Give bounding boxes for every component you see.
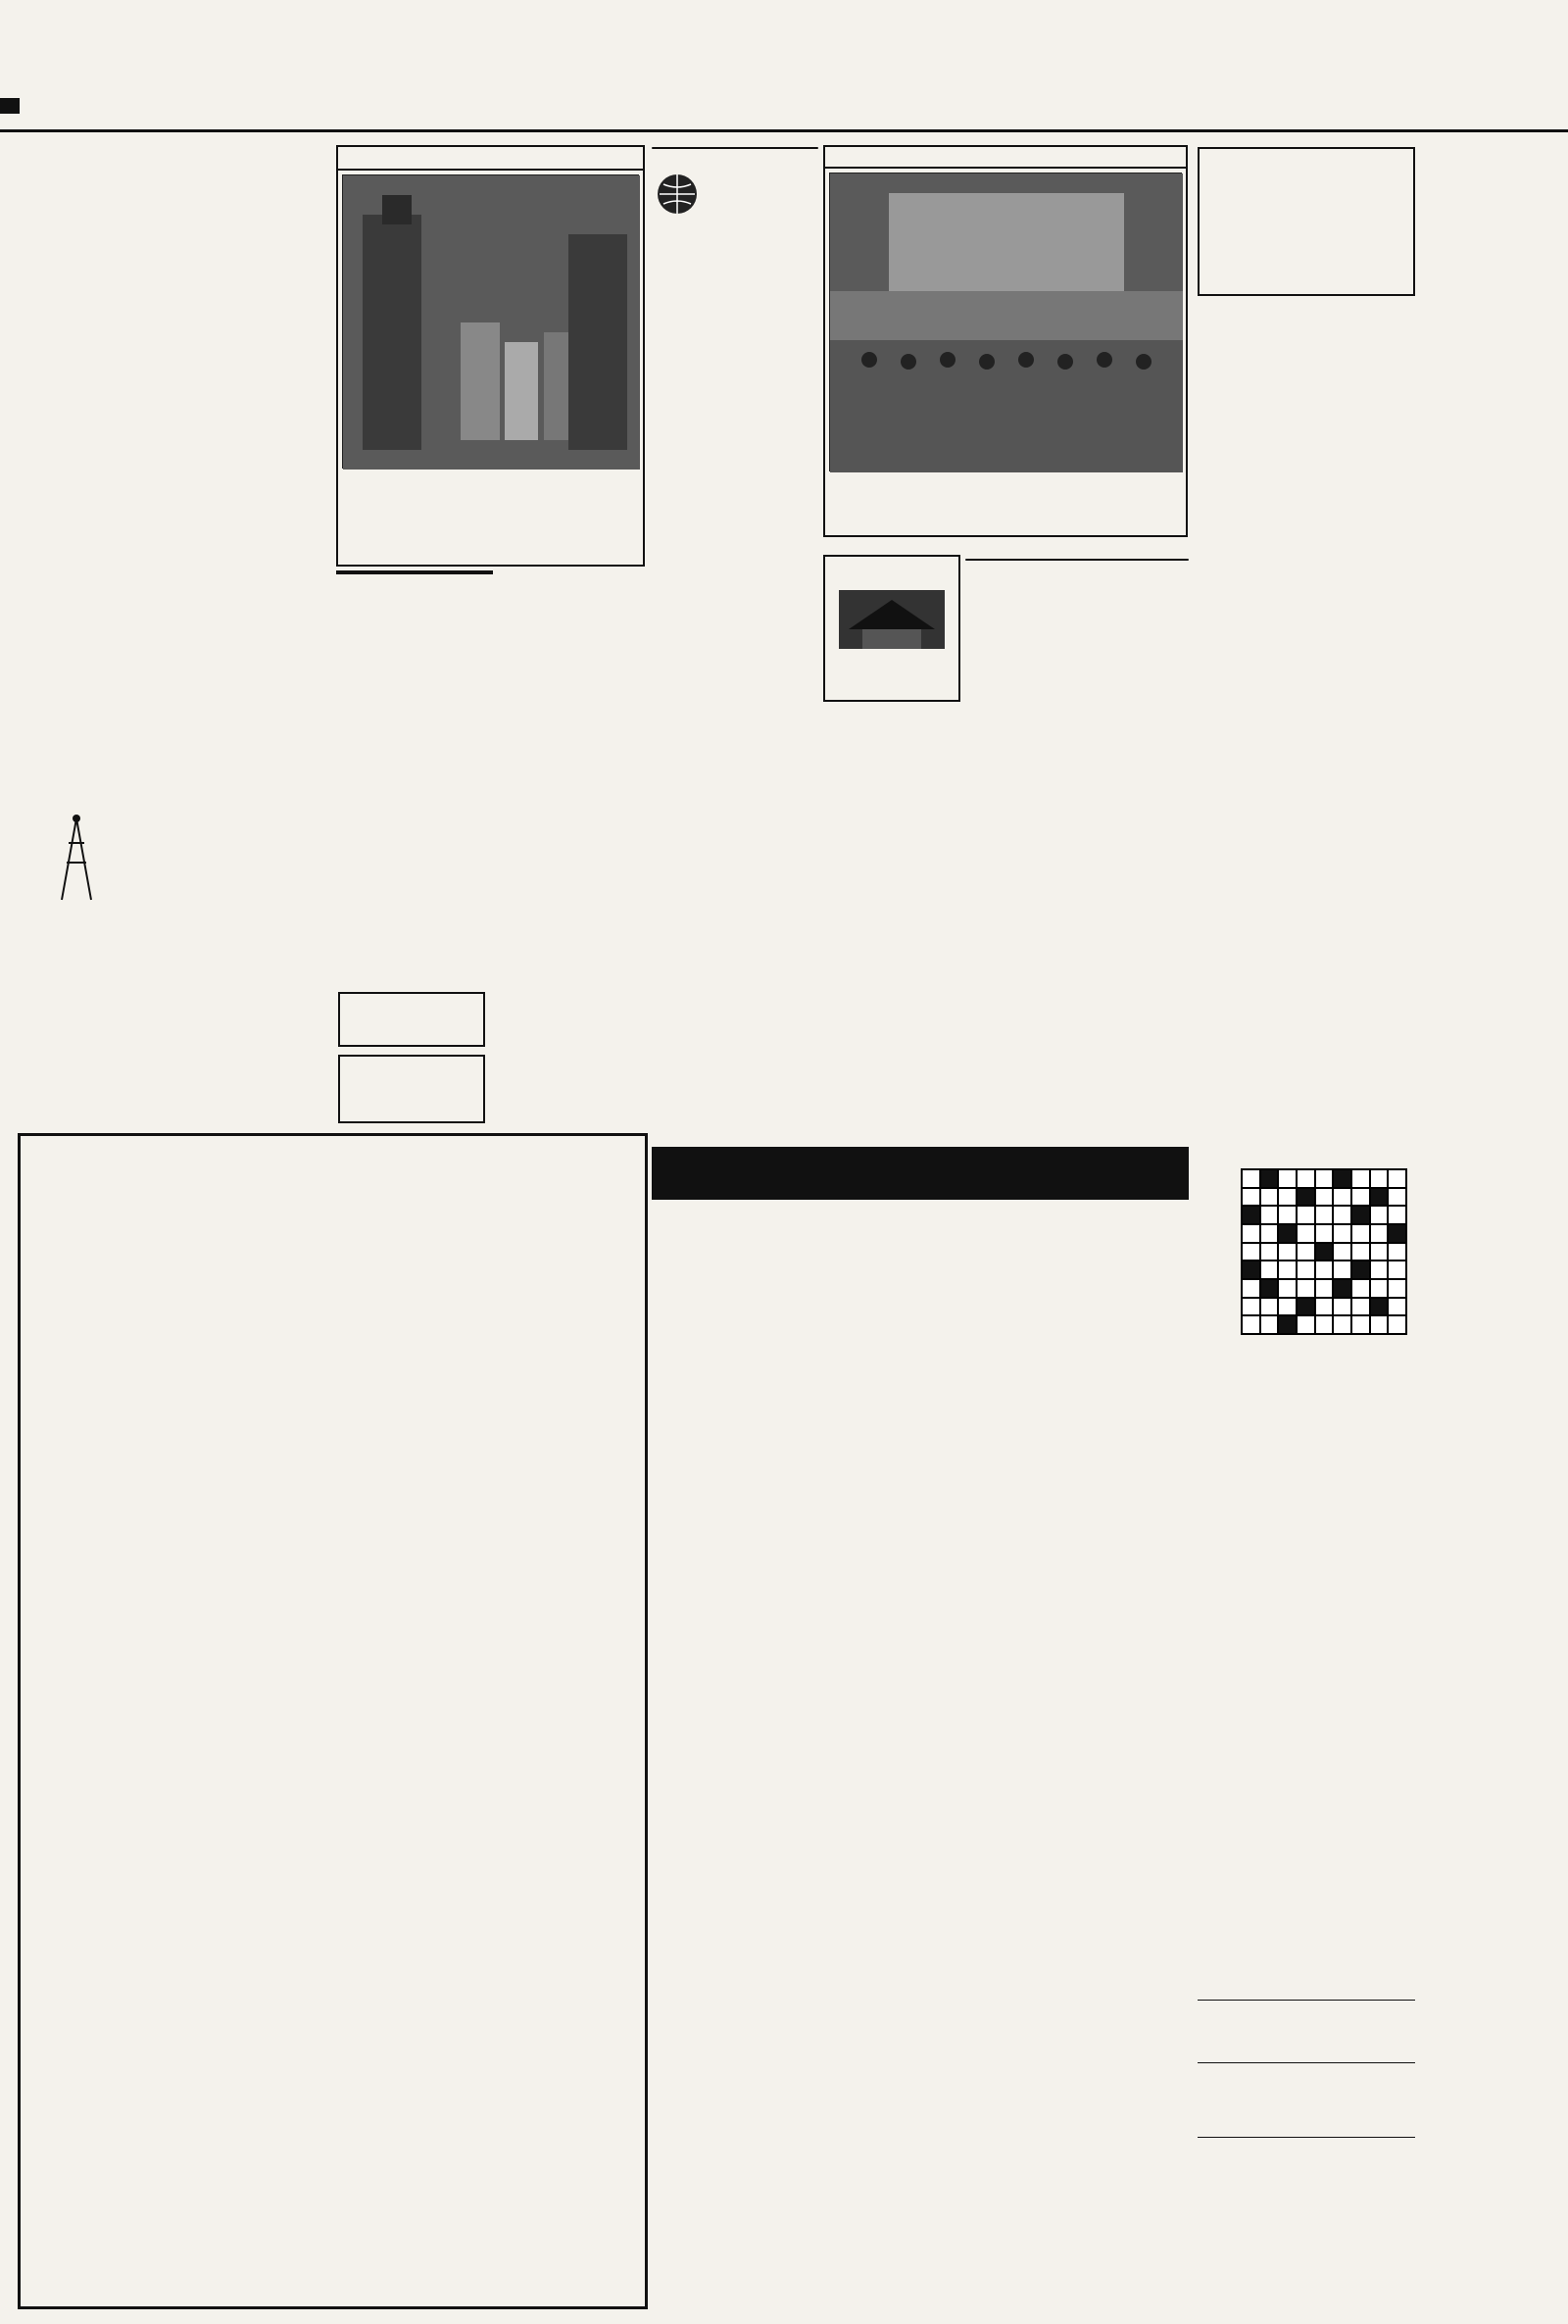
theamata-body-4 <box>18 708 331 766</box>
theamata-body-3 <box>18 547 331 694</box>
tainia-section <box>497 570 649 1129</box>
paroimia-body <box>652 1095 818 1130</box>
filathlous-banner <box>652 1147 1189 1200</box>
ekdoseis-body <box>497 1033 647 1092</box>
farmakeia-body <box>1198 1607 1415 1725</box>
afrodisia-ad-1 <box>1198 2000 1415 2058</box>
brachia-body-4 <box>1198 941 1413 1019</box>
globe-icon <box>656 173 699 216</box>
spiti-box <box>823 555 960 702</box>
brachia-body-1 <box>1198 651 1413 739</box>
chorodia-box <box>823 145 1188 537</box>
theamata-body-1 <box>18 218 331 325</box>
masthead <box>0 108 1568 141</box>
kosmon-body-2 <box>652 544 818 946</box>
match-body <box>652 1253 906 2311</box>
chorodia-photo <box>829 173 1182 471</box>
spiti-section <box>823 541 960 1144</box>
fylakia-section <box>965 723 1189 1145</box>
brachia-body-5 <box>1198 1047 1413 1125</box>
spirto-title <box>965 559 1189 561</box>
radio-tower-icon <box>47 814 106 902</box>
brachia-body-3 <box>1198 845 1413 923</box>
crossword-vertical <box>1198 1453 1415 1511</box>
mnimosynon-caption <box>344 474 637 563</box>
mnimosynon-title <box>338 147 643 171</box>
loudoviko-body <box>652 989 818 1077</box>
polo-section <box>913 1208 1190 2315</box>
loudoviko-section <box>652 544 820 1132</box>
mnimosynon-photo <box>342 174 639 469</box>
afrodisia-ad-2 <box>1198 2062 1415 2131</box>
chorodia-title <box>825 147 1186 169</box>
pennies-section <box>336 570 493 1129</box>
crossword-grid <box>1241 1168 1407 1335</box>
match-section <box>652 1208 908 2315</box>
radio-body-2 <box>18 1072 331 1123</box>
tainia-body <box>497 610 647 1002</box>
lottery-ad <box>18 1133 648 2309</box>
pennies-box-2 <box>338 1055 485 1123</box>
koinonika-body-2 <box>1198 1856 1415 1915</box>
spirto-section <box>965 541 1189 717</box>
koinonika-body-1 <box>1198 1772 1415 1841</box>
pro50-body <box>1198 362 1413 618</box>
radio-body <box>116 814 331 1049</box>
mnimosynon-box <box>336 145 645 567</box>
radio-section <box>18 774 333 1127</box>
spiti-body <box>823 727 958 1139</box>
brachia-body-2 <box>1198 759 1413 827</box>
spirto-poem <box>969 592 1187 690</box>
crossword-solution <box>1198 1529 1415 1588</box>
pennies-box-2-text <box>348 1064 475 1115</box>
theamata-body-2 <box>18 357 331 533</box>
polo-body <box>913 1259 1188 1896</box>
crossword-horizontal <box>1198 1362 1415 1451</box>
pennies-title <box>336 570 493 574</box>
pro50-section <box>1198 299 1415 622</box>
pennies-box-1-text <box>348 1002 475 1039</box>
pennies-box-1 <box>338 992 485 1047</box>
house-icon <box>839 590 945 649</box>
chorodia-image <box>830 173 1183 472</box>
kosmon-title-a <box>652 147 818 149</box>
brachia-section <box>1198 625 1415 1130</box>
pennies-body <box>336 610 491 982</box>
king-photo-image <box>343 175 640 470</box>
kosmon-section <box>652 145 818 537</box>
fylakia-body <box>965 814 1189 1142</box>
crossword-section <box>1198 1135 1415 1360</box>
koutoulas-ad <box>1198 2137 1415 2196</box>
kinisis-body <box>497 1108 647 1129</box>
publisher-line1 <box>1200 149 1413 153</box>
diafora-body <box>913 1917 1188 2309</box>
publisher-box <box>1198 147 1415 296</box>
koinonika-body-3 <box>1198 1933 1415 1992</box>
chorodia-caption <box>831 476 1182 535</box>
